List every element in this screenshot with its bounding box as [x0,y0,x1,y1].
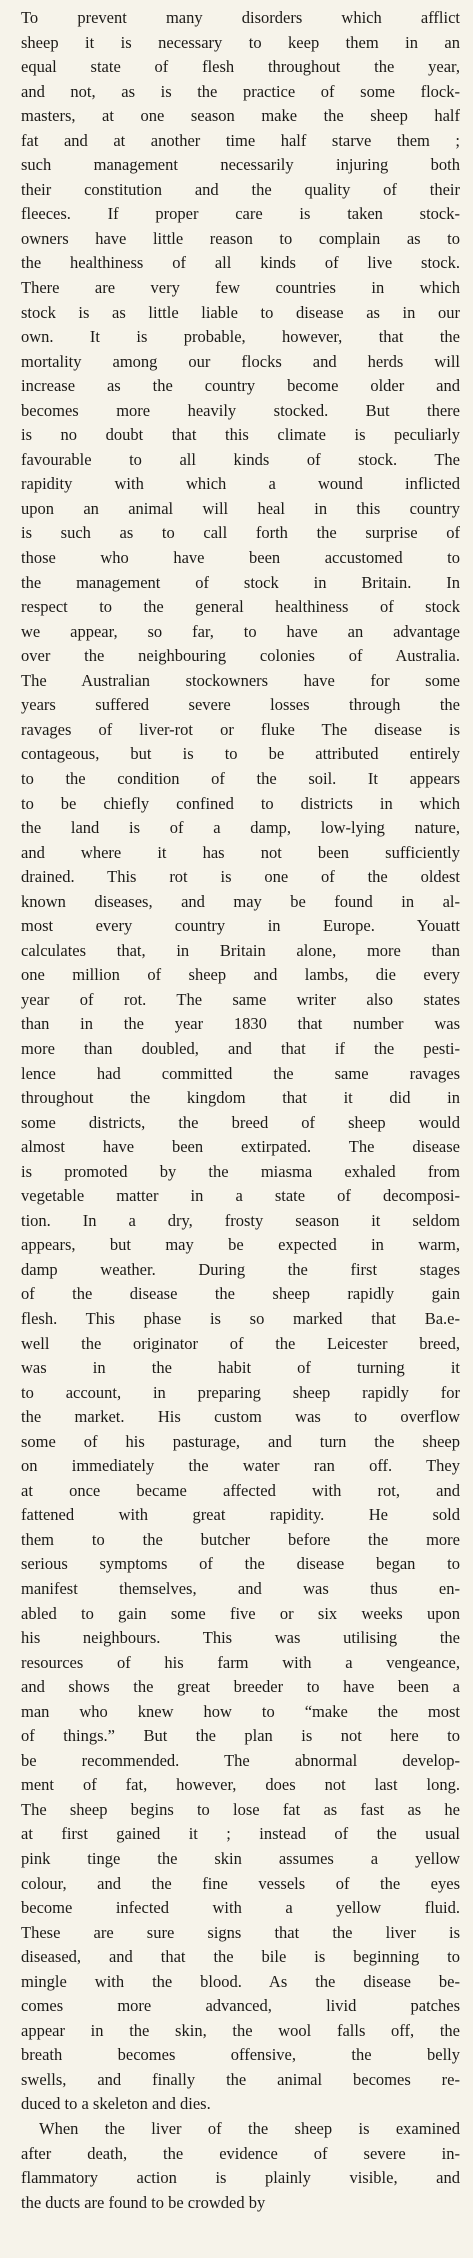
text-line: respect to the general healthiness of stock [21,597,460,617]
text-line: duced to a skeleton and dies. [21,2094,211,2114]
text-line: on immediately the water ran off. They [21,1456,460,1476]
text-line: resources of his farm with a vengeance, [21,1652,460,1672]
text-line: their constitution and the quality of their [21,179,460,199]
article-column [21,6,460,2215]
text-line: fattened with great rapidity. He sold [21,1505,460,1525]
text-line: contageous, but is to be attributed entirely [21,744,460,764]
article-paragraph [21,2117,460,2215]
text-line: the management of stock in Britain. In [21,572,460,592]
text-line: mortality among our flocks and herds will [21,351,460,371]
text-line: his neighbours. This was utilising the [21,1628,460,1648]
text-line: of things.” But the plan is not here to [21,1726,460,1746]
text-line: such management necessarily injuring both [21,155,460,175]
text-line: swells, and finally the animal becomes re- [21,2069,460,2089]
text-line: The Australian stockowners have for some [21,670,460,690]
text-line: well the originator of the Leicester breed, [21,1333,460,1353]
text-line: the ducts are found to be crowded by [21,2192,266,2212]
text-line: comes more advanced, livid patches [21,1996,460,2016]
text-line: almost have been extirpated. The disease [21,1137,460,1157]
text-line: becomes more heavily stocked. But there [21,400,460,420]
text-line: mingle with the blood. As the disease be- [21,1971,460,1991]
text-line: is such as to call forth the surprise of [21,523,460,543]
text-line: over the neighbouring colonies of Australia. [21,646,460,666]
text-line: fat and at another time half starve them ; [21,130,460,150]
text-line: them to the butcher before the more [21,1529,460,1549]
text-line: abled to gain some five or six weeks upon [21,1603,460,1623]
text-line: The sheep begins to lose fat as fast as he [21,1799,460,1819]
text-line: sheep it is necessary to keep them in an [21,32,460,52]
text-line: known diseases, and may be found in al- [21,891,460,911]
text-line: to be chiefly confined to districts in which [21,793,460,813]
text-line: equal state of flesh throughout the year, [21,57,460,77]
text-line: To prevent many disorders which afflict [21,8,460,27]
text-line: the market. His custom was to overflow [21,1407,460,1427]
text-line: upon an animal will heal in this country [21,498,460,518]
text-line: year of rot. The same writer also states [21,989,460,1009]
text-line: vegetable matter in a state of decomposi- [21,1186,460,1206]
text-line: serious symptoms of the disease began to [21,1554,460,1574]
text-line: damp weather. During the first stages [21,1259,460,1279]
text-line: at once became affected with rot, and [21,1480,460,1500]
text-line: one million of sheep and lambs, die every [21,965,460,985]
text-line: There are very few countries in which [21,278,460,298]
article-paragraph [21,6,460,2117]
text-line: and where it has not been sufficiently [21,842,460,862]
text-line: more than doubled, and that if the pesti- [21,1038,460,1058]
text-line: calculates that, in Britain alone, more than [21,940,460,960]
text-line: own. It is probable, however, that the [21,327,460,347]
text-line: at first gained it ; instead of the usual [21,1824,460,1844]
text-line: some districts, the breed of sheep would [21,1112,460,1132]
text-line: rapidity with which a wound inflicted [21,474,460,494]
text-line: drained. This rot is one of the oldest [21,867,460,887]
text-line: was in the habit of turning it [21,1358,460,1378]
text-line: most every country in Europe. Youatt [21,916,460,936]
text-line: the healthiness of all kinds of live stock. [21,253,460,273]
text-line: When the liver of the sheep is examined [39,2119,460,2139]
text-line: the land is of a damp, low-lying nature, [21,818,460,838]
text-line: and shows the great breeder to have been a [21,1677,460,1697]
text-line: be recommended. The abnormal develop- [21,1750,460,1770]
text-line: manifest themselves, and was thus en- [21,1579,460,1598]
text-line: flesh. This phase is so marked that Ba.e- [21,1308,460,1328]
text-line: pink tinge the skin assumes a yellow [21,1849,460,1869]
text-line: ment of fat, however, does not last long. [21,1775,460,1795]
text-line: throughout the kingdom that it did in [21,1088,460,1108]
text-line: owners have little reason to complain as to [21,228,460,248]
text-line: those who have been accustomed to [21,548,460,568]
text-line: These are sure signs that the liver is [21,1922,460,1942]
text-line: increase as the country become older and [21,376,460,396]
text-line: appear in the skin, the wool falls off, the [21,2020,460,2040]
text-line: tion. In a dry, frosty season it seldom [21,1210,460,1230]
text-line: colour, and the fine vessels of the eyes [21,1873,460,1893]
text-line: stock is as little liable to disease as in our [21,302,460,322]
text-line: become infected with a yellow fluid. [21,1898,460,1918]
text-line: we appear, so far, to have an advantage [21,621,460,641]
text-line: man who knew how to “make the most [21,1701,460,1721]
text-line: flammatory action is plainly visible, and [21,2168,460,2188]
text-line: breath becomes offensive, the belly [21,2045,460,2065]
text-line: years suffered severe losses through the [21,695,460,715]
text-line: after death, the evidence of severe in- [21,2143,460,2163]
text-line: is no doubt that this climate is peculiarly [21,425,460,445]
text-line: diseased, and that the bile is beginning to [21,1947,460,1967]
text-line: to the condition of the soil. It appears [21,768,460,788]
text-line: favourable to all kinds of stock. The [21,449,460,469]
text-line: than in the year 1830 that number was [21,1014,460,1034]
text-line: appears, but may be expected in warm, [21,1235,460,1255]
text-line: some of his pasturage, and turn the sheep [21,1431,460,1451]
text-line: and not, as is the practice of some flock- [21,81,460,101]
text-line: masters, at one season make the sheep half [21,106,460,126]
text-line: lence had committed the same ravages [21,1063,460,1083]
text-line: fleeces. If proper care is taken stock- [21,204,460,224]
text-line: to account, in preparing sheep rapidly for [21,1382,460,1402]
text-line: is promoted by the miasma exhaled from [21,1161,460,1181]
text-line: of the disease the sheep rapidly gain [21,1284,460,1304]
text-line: ravages of liver-rot or fluke The disease is [21,719,460,739]
